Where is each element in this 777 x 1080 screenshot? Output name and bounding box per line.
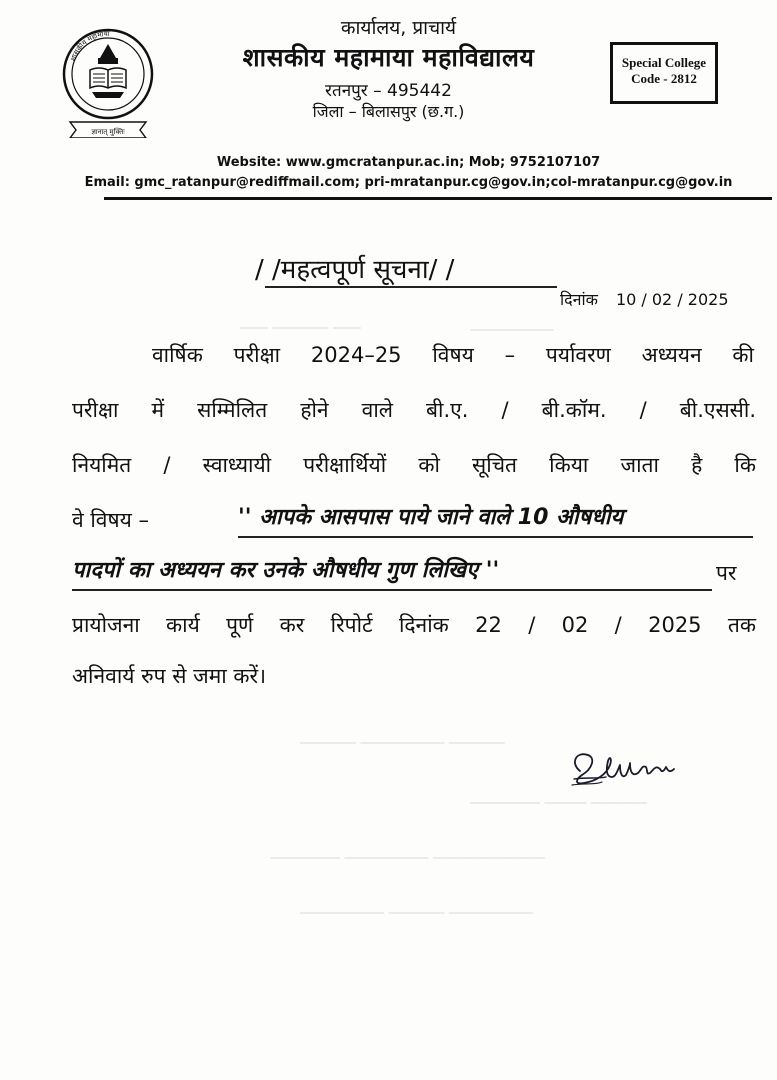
date-label: दिनांक <box>560 290 598 309</box>
bleed-through-mark: ―――― ―――――― ―――― <box>300 735 505 751</box>
code-box-line2: Code - 2812 <box>631 71 697 86</box>
letterhead-divider <box>104 197 772 200</box>
body-line-4-prefix: वे विषय – <box>72 508 149 532</box>
bleed-through-mark: ―――――― <box>470 322 554 338</box>
principal-signature <box>566 735 686 795</box>
seal-text-bottom: ज्ञानात् मुक्तिः <box>91 128 125 136</box>
contact-website: Website: www.gmcratanpur.ac.in; Mob; 9752107107 <box>216 155 601 170</box>
heading-underline <box>265 286 557 288</box>
body-line-2: परीक्षा में सम्मिलित होने वाले बी.ए. / बी.कॉम. / बी.एससी. <box>72 398 756 422</box>
town-pincode: रतनपुर – 495442 <box>325 81 452 101</box>
project-topic-part-2: पादपों का अध्ययन कर उनके औषधीय गुण लिखिए '' <box>72 558 500 583</box>
body-line-7: अनिवार्य रुप से जमा करें। <box>72 664 267 688</box>
notice-heading: / /महत्वपूर्ण सूचना/ / <box>255 255 455 285</box>
bleed-through-mark: ――――― ―――――― ―――――――― <box>270 850 545 866</box>
body-line-5-suffix: पर <box>716 561 737 585</box>
body-line-6: प्रायोजना कार्य पूर्ण कर रिपोर्ट दिनांक 22 / 02 / 2025 तक <box>72 613 756 637</box>
project-topic-part-1: '' आपके आसपास पाये जाने वाले 10 औषधीय <box>238 505 624 530</box>
body-line-1: वार्षिक परीक्षा 2024–25 विषय – पर्यावरण अध्ययन की <box>152 343 754 367</box>
date-value: 10 / 02 / 2025 <box>615 290 729 309</box>
bleed-through-mark: ―― ―――― ―― <box>240 320 361 336</box>
seal-text-top: शासकीय महामाया <box>69 29 110 63</box>
bleed-through-mark: ――――― ――― ―――― <box>470 795 647 811</box>
topic-underline-1 <box>238 536 753 538</box>
topic-underline-2 <box>72 589 712 591</box>
notice-date <box>560 288 729 310</box>
body-line-3: नियमित / स्वाध्यायी परीक्षार्थियों को सूचित किया जाता है कि <box>72 453 756 477</box>
code-box-line1: Special College <box>621 55 707 70</box>
college-code-box <box>610 42 718 104</box>
bleed-through-mark: ―――――― ―――― ―――――― <box>300 905 533 921</box>
contact-email: Email: gmc_ratanpur@rediffmail.com; pri-mratanpur.cg@gov.in;col-mratanpur.cg@gov.in <box>84 175 733 190</box>
district-state: जिला – बिलासपुर (छ.ग.) <box>312 102 465 121</box>
office-label: कार्यालय, प्राचार्य <box>340 17 457 39</box>
college-name: शासकीय महामाया महाविद्यालय <box>242 43 535 72</box>
